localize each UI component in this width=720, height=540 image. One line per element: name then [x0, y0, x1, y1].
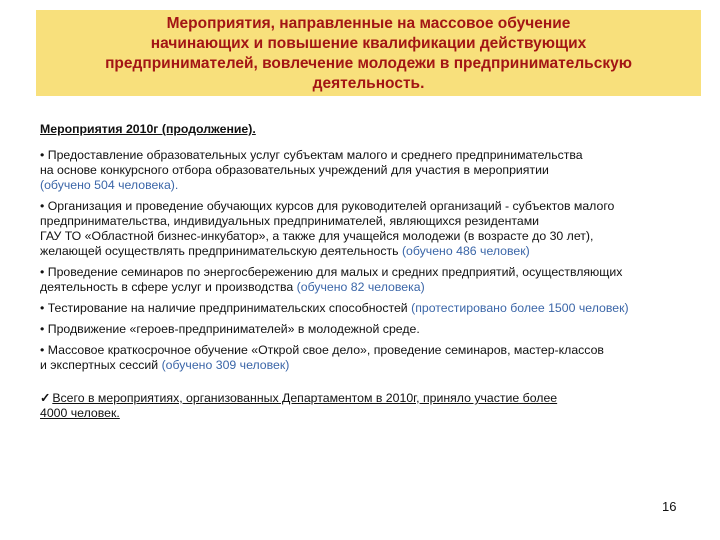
item-line: Массовое краткосрочное обучение «Открой свое дело», проведение семинаров, мастер-классов: [47, 343, 604, 357]
bullet: •: [40, 265, 45, 279]
item-result: (обучено 82 человека): [296, 280, 425, 294]
slide-content: [40, 122, 720, 421]
list-item-3: [40, 265, 720, 295]
item-line: предпринимательства, индивидуальных предпринимателей, являющихся резидентами: [40, 214, 540, 228]
list-item-2: [40, 199, 720, 259]
summary-line: 4000 человек.: [40, 406, 120, 420]
page-number: 16: [662, 499, 677, 514]
list-item-6: [40, 343, 720, 373]
subheading: Мероприятия 2010г (продолжение).: [40, 122, 256, 136]
item-result: (обучено 504 человека): [40, 178, 175, 192]
item-line: ГАУ ТО «Областной бизнес-инкубатор», а также для учащейся молодежи (в возрасте до 30 лет),: [40, 229, 594, 243]
list-item-5: [40, 322, 720, 337]
list-item-4: [40, 301, 720, 316]
item-line: желающей осуществлять предпринимательскую деятельность: [40, 244, 399, 258]
bullet: •: [40, 343, 45, 357]
bullet: •: [40, 322, 45, 336]
list-item-1: [40, 148, 720, 193]
title-line-3: предпринимателей, вовлечение молодежи в предпринимательскую: [105, 55, 632, 72]
item-line: на основе конкурсного отбора образовательных учреждений для участия в мероприятии: [40, 163, 549, 177]
item-result: (обучено 486 человек): [401, 244, 530, 258]
summary-line: Всего в мероприятиях, организованных Департаментом в 2010г, приняло участие более: [52, 391, 558, 405]
item-line: Организация и проведение обучающих курсов для руководителей организаций - субъектов малого: [47, 199, 615, 213]
bullet: •: [40, 199, 45, 213]
summary: [40, 391, 720, 421]
item-line: Проведение семинаров по энергосбережению для малых и средних предприятий, осуществляющих: [47, 265, 623, 279]
title-line-2: начинающих и повышение квалификации действующих: [150, 35, 587, 52]
item-line: Продвижение «героев-предпринимателей» в молодежной среде.: [47, 322, 420, 336]
item-line: и экспертных сессий: [40, 358, 159, 372]
bullet: •: [40, 301, 45, 315]
item-line: деятельность в сфере услуг и производства: [40, 280, 294, 294]
title-banner: [36, 10, 701, 96]
checkmark-icon: ✓: [40, 391, 51, 405]
item-tail: .: [174, 178, 179, 192]
title-line-1: Мероприятия, направленные на массовое обучение: [166, 15, 571, 32]
item-line: Предоставление образовательных услуг субъектам малого и среднего предпринимательства: [47, 148, 583, 162]
item-line: Тестирование на наличие предпринимательских способностей: [47, 301, 408, 315]
bullet: •: [40, 148, 45, 162]
item-result: (обучено 309 человек): [161, 358, 290, 372]
item-result: (протестировано более 1500 человек): [411, 301, 629, 315]
title-line-4: деятельность.: [312, 75, 425, 92]
